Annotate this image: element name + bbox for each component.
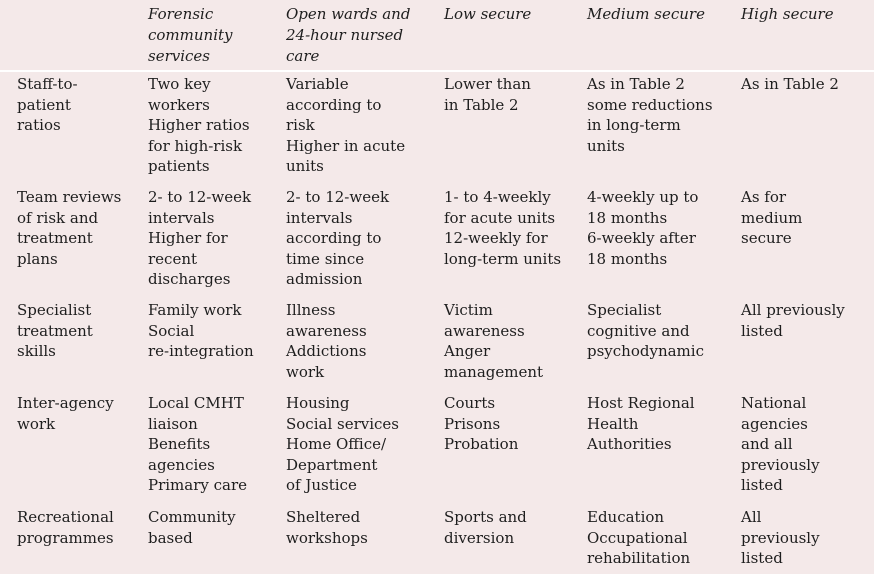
row-label-inter-agency: Inter-agency work [17,394,114,433]
cell-recreational-medium-secure: Education Occupational rehabilitation [587,508,691,568]
row-label-recreational: Recreational programmes [17,508,114,547]
column-header-open-wards: Open wards and 24-hour nursed care [286,5,411,65]
cell-staff-ratios-low-secure: Lower than in Table 2 [444,75,531,114]
cell-specialist-skills-medium-secure: Specialist cognitive and psychodynamic [587,301,704,361]
row-label-staff-ratios: Staff-to- patient ratios [17,75,78,135]
row-label-team-reviews: Team reviews of risk and treatment plans [17,188,122,268]
cell-recreational-high-secure: All previously listed [741,508,820,568]
cell-staff-ratios-medium-secure: As in Table 2 some reductions in long-term units [587,75,713,155]
column-header-forensic-community: Forensic community services [148,5,233,65]
column-header-low-secure: Low secure [444,5,532,23]
table-header [0,0,874,70]
cell-team-reviews-forensic: 2- to 12-week intervals Higher for recent discharges [148,188,252,289]
cell-team-reviews-low-secure: 1- to 4-weekly for acute units 12-weekly for long-term units [444,188,562,268]
column-header-high-secure: High secure [741,5,834,23]
cell-staff-ratios-forensic: Two key workers Higher ratios for high-risk patients [148,75,250,176]
cell-staff-ratios-high-secure: As in Table 2 [741,75,839,93]
cell-inter-agency-medium-secure: Host Regional Health Authorities [587,394,695,454]
cell-team-reviews-open-wards: 2- to 12-week intervals according to time since admission [286,188,390,289]
cell-recreational-open-wards: Sheltered workshops [286,508,368,547]
cell-inter-agency-open-wards: Housing Social services Home Office/ Department of Justice [286,394,400,495]
cell-specialist-skills-high-secure: All previously listed [741,301,845,340]
cell-inter-agency-low-secure: Courts Prisons Probation [444,394,519,454]
cell-staff-ratios-open-wards: Variable according to risk Higher in acute units [286,75,406,176]
cell-recreational-low-secure: Sports and diversion [444,508,527,547]
cell-specialist-skills-low-secure: Victim awareness Anger management [444,301,544,381]
cell-specialist-skills-forensic: Family work Social re-integration [148,301,254,361]
cell-team-reviews-high-secure: As for medium secure [741,188,803,248]
cell-recreational-forensic: Community based [148,508,236,547]
cell-inter-agency-forensic: Local CMHT liaison Benefits agencies Primary care [148,394,248,495]
header-divider [0,70,874,72]
row-label-specialist-skills: Specialist treatment skills [17,301,93,361]
cell-inter-agency-high-secure: National agencies and all previously listed [741,394,820,495]
column-header-medium-secure: Medium secure [587,5,705,23]
cell-team-reviews-medium-secure: 4-weekly up to 18 months 6-weekly after 18 months [587,188,699,268]
cell-specialist-skills-open-wards: Illness awareness Addictions work [286,301,367,381]
